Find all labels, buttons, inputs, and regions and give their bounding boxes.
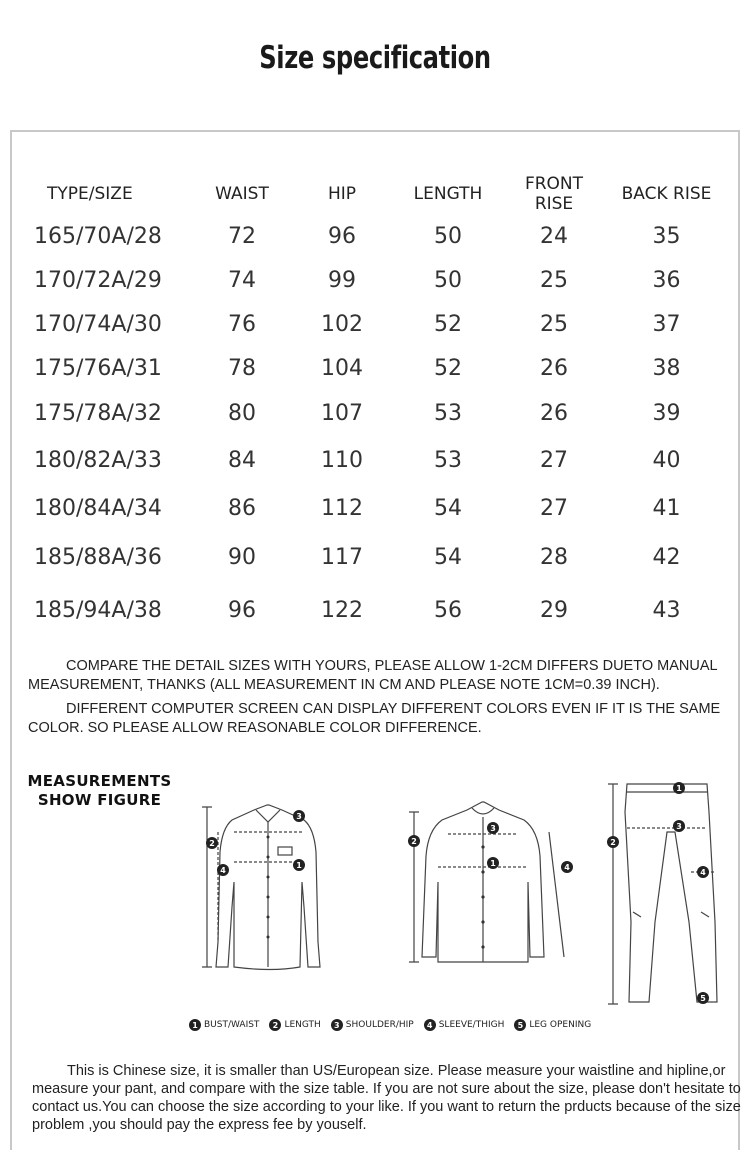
legend-label: LENGTH — [284, 1020, 321, 1030]
cell-type-size: 170/72A/29 — [34, 267, 162, 293]
color-note — [28, 700, 728, 738]
legend-label: BUST/WAIST — [204, 1020, 260, 1030]
cell-waist: 76 — [228, 311, 256, 337]
cell-front-rise: 25 — [540, 267, 568, 293]
header-length: LENGTH — [413, 184, 483, 204]
table-row — [32, 436, 729, 484]
cell-back-rise: 42 — [652, 544, 681, 570]
header-back-rise: BACK RISE — [621, 184, 712, 204]
svg-text:1: 1 — [490, 859, 496, 868]
svg-text:4: 4 — [700, 868, 706, 877]
cell-front-rise: 26 — [540, 400, 568, 426]
svg-text:2: 2 — [411, 837, 417, 846]
size-disclaimer — [32, 1062, 742, 1134]
cell-waist: 84 — [228, 447, 256, 473]
page-title: Size specification — [259, 40, 491, 76]
header-waist: WAIST — [215, 184, 269, 204]
cell-length: 50 — [434, 267, 462, 293]
color-note-text: DIFFERENT COMPUTER SCREEN CAN DISPLAY DIFFERENT COLORS EVEN IF IT IS THE SAME COLOR. SO PLEASE ALLOW REASONABLE COLOR DIFFERENCE. — [28, 701, 721, 736]
cell-type-size: 165/70A/28 — [34, 223, 162, 249]
table-row — [32, 214, 729, 258]
legend-item — [514, 1019, 591, 1031]
legend-label: SHOULDER/HIP — [345, 1020, 414, 1030]
svg-text:2: 2 — [610, 838, 616, 847]
size-panel — [10, 130, 740, 1150]
legend-item — [189, 1019, 259, 1031]
cell-front-rise: 29 — [540, 597, 568, 623]
cell-front-rise: 26 — [540, 355, 568, 381]
cell-waist: 86 — [228, 495, 256, 521]
cell-back-rise: 37 — [652, 311, 681, 337]
legend-number: 1 — [189, 1019, 201, 1031]
compare-note — [28, 657, 728, 695]
svg-text:3: 3 — [490, 824, 496, 833]
cell-type-size: 175/76A/31 — [34, 355, 162, 381]
cell-waist: 74 — [228, 267, 256, 293]
table-row — [32, 582, 729, 638]
legend-item — [331, 1019, 414, 1031]
svg-text:1: 1 — [676, 784, 682, 793]
cell-front-rise: 28 — [540, 544, 568, 570]
cell-length: 50 — [434, 223, 462, 249]
cell-hip: 112 — [321, 495, 363, 521]
table-row — [32, 346, 729, 390]
svg-text:1: 1 — [296, 861, 302, 870]
cell-length: 54 — [434, 544, 462, 570]
table-row — [32, 258, 729, 302]
cell-hip: 96 — [328, 223, 356, 249]
cell-type-size: 180/82A/33 — [34, 447, 162, 473]
table-row — [32, 390, 729, 436]
cell-length: 54 — [434, 495, 462, 521]
legend-number: 4 — [424, 1019, 436, 1031]
cell-front-rise: 24 — [540, 223, 568, 249]
table-row — [32, 484, 729, 532]
cell-length: 56 — [434, 597, 462, 623]
cell-hip: 104 — [321, 355, 363, 381]
svg-text:5: 5 — [700, 994, 706, 1003]
measurement-markers — [206, 810, 573, 876]
header-type-size: TYPE/SIZE — [47, 184, 133, 204]
compare-note-text: COMPARE THE DETAIL SIZES WITH YOURS, PLEASE ALLOW 1-2CM DIFFERS DUETO MANUAL MEASUREMENT, THANKS (ALL MEASUREMENT IN CM AND PLEASE NOTE 1CM=0.39 INCH). — [28, 658, 718, 693]
measurement-legend — [189, 1016, 601, 1034]
cell-hip: 99 — [328, 267, 356, 293]
legend-item — [424, 1019, 505, 1031]
cell-back-rise: 39 — [652, 400, 681, 426]
legend-number: 3 — [331, 1019, 343, 1031]
size-disclaimer-text: This is Chinese size, it is smaller than US/European size. Please measure your waistline and hipline,or measure your pant, and compare with the size table. If you are not sure about the size, please don't hesitate to contact us.You can choose the size according to your like. If you want to return the prducts because of the size problem ,you should pay the express fee by youself. — [32, 1063, 741, 1133]
legend-number: 2 — [269, 1019, 281, 1031]
cell-type-size: 170/74A/30 — [34, 311, 162, 337]
cell-type-size: 180/84A/34 — [34, 495, 162, 521]
header-front-rise: FRONT RISE — [524, 174, 584, 214]
size-table — [32, 174, 729, 638]
cell-front-rise: 27 — [540, 447, 568, 473]
cell-hip: 107 — [321, 400, 363, 426]
cell-waist: 72 — [228, 223, 256, 249]
svg-text:3: 3 — [676, 822, 682, 831]
cell-type-size: 185/88A/36 — [34, 544, 162, 570]
legend-item — [269, 1019, 320, 1031]
cell-hip: 117 — [321, 544, 363, 570]
cell-waist: 80 — [228, 400, 256, 426]
cell-back-rise: 38 — [652, 355, 681, 381]
cell-length: 52 — [434, 355, 462, 381]
cell-hip: 110 — [321, 447, 363, 473]
measurements-figure-title: MEASUREMENTS SHOW FIGURE — [27, 772, 172, 809]
cell-hip: 122 — [321, 597, 363, 623]
svg-text:4: 4 — [220, 866, 226, 875]
svg-text:3: 3 — [296, 812, 302, 821]
legend-number: 5 — [514, 1019, 526, 1031]
svg-text:2: 2 — [209, 839, 215, 848]
cell-type-size: 185/94A/38 — [34, 597, 162, 623]
table-row — [32, 302, 729, 346]
cell-back-rise: 43 — [652, 597, 681, 623]
cell-waist: 96 — [228, 597, 256, 623]
cell-length: 52 — [434, 311, 462, 337]
cell-front-rise: 27 — [540, 495, 568, 521]
legend-label: LEG OPENING — [529, 1020, 592, 1030]
jacket-illustration — [409, 802, 564, 962]
cell-type-size: 175/78A/32 — [34, 400, 162, 426]
cell-front-rise: 25 — [540, 311, 568, 337]
pants-illustration — [608, 784, 717, 1004]
cell-waist: 78 — [228, 355, 256, 381]
legend-label: SLEEVE/THIGH — [438, 1020, 505, 1030]
cell-length: 53 — [434, 447, 462, 473]
table-header-row — [32, 174, 729, 214]
cell-back-rise: 41 — [652, 495, 681, 521]
table-row — [32, 532, 729, 582]
garment-diagram — [182, 772, 592, 1012]
header-hip: HIP — [327, 184, 357, 204]
cell-back-rise: 36 — [652, 267, 681, 293]
svg-text:4: 4 — [564, 863, 570, 872]
cell-hip: 102 — [321, 311, 363, 337]
cell-back-rise: 40 — [652, 447, 681, 473]
shirt-illustration — [202, 805, 320, 970]
pants-diagram — [597, 772, 727, 1012]
cell-waist: 90 — [228, 544, 256, 570]
cell-length: 53 — [434, 400, 462, 426]
cell-back-rise: 35 — [652, 223, 681, 249]
